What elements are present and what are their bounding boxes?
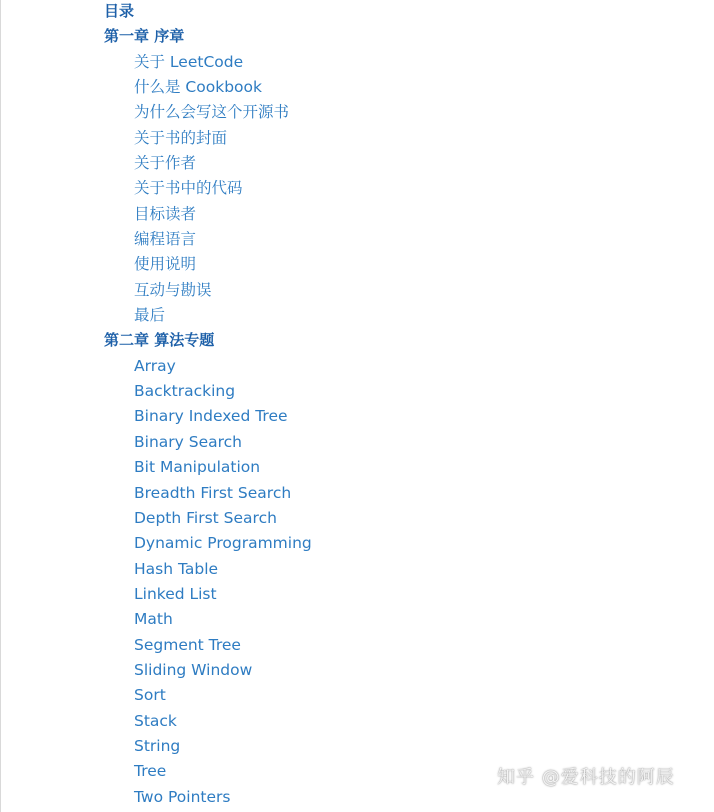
toc-entry-string[interactable]: String	[134, 737, 181, 755]
toc-entry-depth-first-search[interactable]: Depth First Search	[134, 509, 277, 527]
toc-entry-about-author[interactable]: 关于作者	[134, 154, 197, 172]
toc-entry-tree[interactable]: Tree	[134, 762, 167, 780]
toc-entry-dynamic-programming[interactable]: Dynamic Programming	[134, 534, 312, 552]
toc-entry-about-code[interactable]: 关于书中的代码	[134, 179, 243, 197]
toc-entry-sliding-window[interactable]: Sliding Window	[134, 661, 253, 679]
toc-entry-binary-indexed-tree[interactable]: Binary Indexed Tree	[134, 407, 288, 425]
chapter-2-heading[interactable]: 第二章 算法专题	[104, 331, 215, 349]
zhihu-watermark: 知乎 @爱科技的阿辰	[497, 767, 675, 788]
toc-entry-math[interactable]: Math	[134, 610, 173, 628]
toc-entry-what-is-cookbook[interactable]: 什么是 Cookbook	[134, 78, 262, 96]
toc-entry-segment-tree[interactable]: Segment Tree	[134, 636, 241, 654]
toc-entry-finally[interactable]: 最后	[134, 306, 166, 324]
toc-entry-about-leetcode[interactable]: 关于 LeetCode	[134, 53, 244, 71]
toc-entry-usage-notes[interactable]: 使用说明	[134, 255, 197, 273]
toc-entry-interaction-errata[interactable]: 互动与勘误	[134, 281, 212, 299]
toc-entry-bit-manipulation[interactable]: Bit Manipulation	[134, 458, 261, 476]
toc-entry-sort[interactable]: Sort	[134, 686, 166, 704]
toc-entry-two-pointers[interactable]: Two Pointers	[134, 788, 231, 806]
toc-entry-target-readers[interactable]: 目标读者	[134, 205, 197, 223]
toc-entry-programming-language[interactable]: 编程语言	[134, 230, 197, 248]
toc-entry-breadth-first-search[interactable]: Breadth First Search	[134, 484, 292, 502]
toc-entry-hash-table[interactable]: Hash Table	[134, 560, 219, 578]
toc-entry-array[interactable]: Array	[134, 357, 176, 375]
toc-entry-why-open-source-book[interactable]: 为什么会写这个开源书	[134, 103, 290, 121]
toc-entry-binary-search[interactable]: Binary Search	[134, 433, 242, 451]
chapter-1-heading[interactable]: 第一章 序章	[104, 27, 185, 45]
toc-entry-linked-list[interactable]: Linked List	[134, 585, 217, 603]
toc-entry-about-cover[interactable]: 关于书的封面	[134, 129, 228, 147]
toc-title[interactable]: 目录	[104, 2, 135, 20]
toc-entry-stack[interactable]: Stack	[134, 712, 177, 730]
toc-entry-backtracking[interactable]: Backtracking	[134, 382, 236, 400]
